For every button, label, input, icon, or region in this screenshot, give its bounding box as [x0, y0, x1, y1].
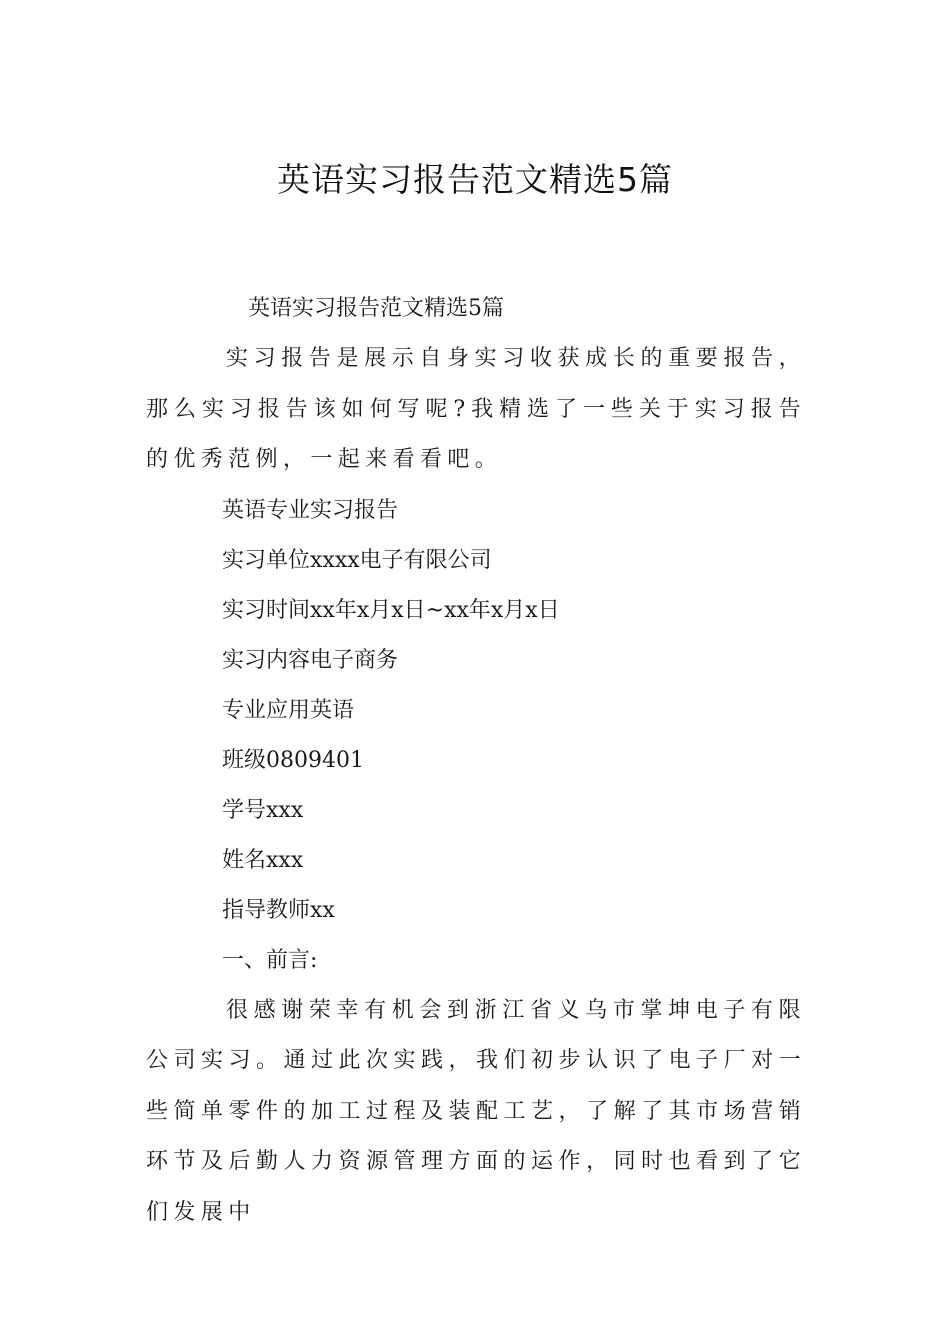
document-subtitle: 英语实习报告范文精选5篇 — [248, 296, 504, 321]
info-line-class: 班级0809401 — [222, 747, 364, 773]
document-title: 英语实习报告范文精选5篇 — [277, 160, 673, 199]
info-line-name: 姓名xxx — [222, 847, 304, 873]
info-line-major: 专业应用英语 — [222, 697, 355, 723]
document-body — [146, 284, 806, 1238]
preface-paragraph: 很感谢荣幸有机会到浙江省义乌市掌坤电子有限公司实习。通过此次实践，我们初步认识了电子厂对一些简单零件的加工过程及装配工艺，了解了其市场营销环节及后勤人力资源管理方面的运作，同时也看到了它们发展中 — [146, 997, 806, 1225]
preface-heading: 一、前言: — [222, 947, 318, 973]
info-line-content: 实习内容电子商务 — [222, 647, 399, 673]
info-line-student-id: 学号xxx — [222, 797, 304, 823]
info-line-company: 实习单位xxxx电子有限公司 — [222, 547, 492, 573]
section-heading: 英语专业实习报告 — [222, 497, 399, 523]
info-line-period: 实习时间xx年x月x日~xx年x月x日 — [222, 597, 560, 623]
info-line-advisor: 指导教师xx — [222, 897, 335, 923]
intro-paragraph: 实习报告是展示自身实习收获成长的重要报告，那么实习报告该如何写呢?我精选了一些关于实习报告的优秀范例，一起来看看吧。 — [146, 346, 806, 472]
